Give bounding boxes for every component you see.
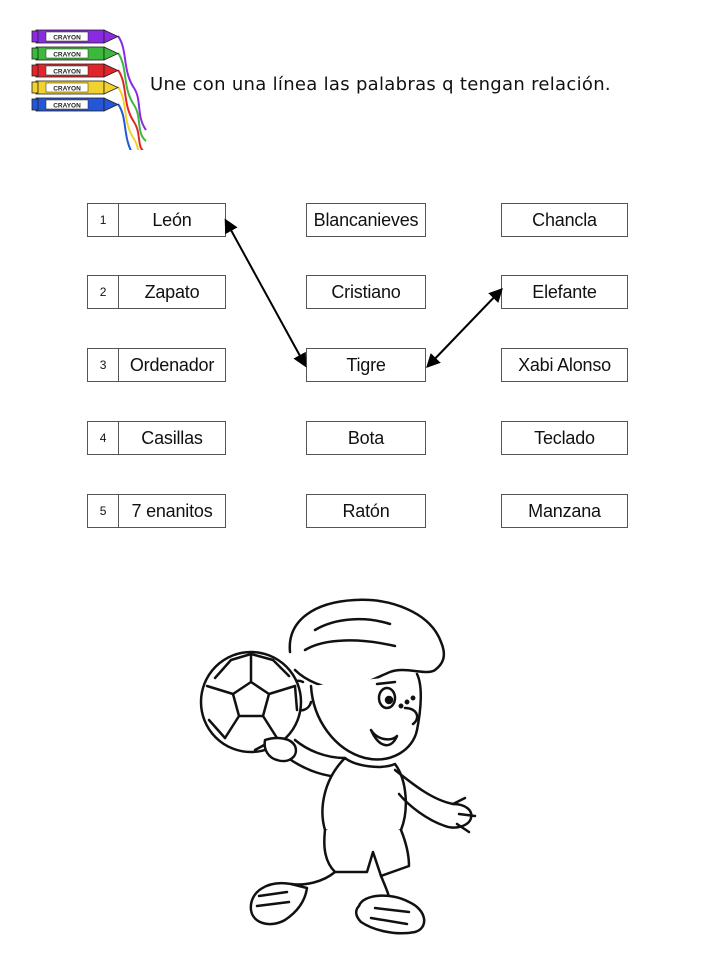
crayon	[32, 98, 146, 150]
middle-item-1: Blancanieves	[306, 203, 426, 237]
arrow-tigre-elefante	[428, 290, 501, 366]
item-word: Zapato	[144, 281, 200, 302]
crayons-illustration	[30, 26, 155, 150]
right-item-2: Elefante	[501, 275, 628, 309]
left-item-5	[87, 494, 226, 528]
crayon	[32, 30, 146, 130]
item-number: 2	[88, 276, 119, 308]
instruction-text: Une con una línea las palabras q tengan relación.	[150, 74, 611, 95]
item-word: Ordenador	[129, 354, 215, 375]
right-item-4: Teclado	[501, 421, 628, 455]
right-item-5: Manzana	[501, 494, 628, 528]
item-word: Casillas	[141, 427, 203, 448]
middle-item-4: Bota	[306, 421, 426, 455]
right-item-3: Xabi Alonso	[501, 348, 628, 382]
middle-item-2: Cristiano	[306, 275, 426, 309]
left-item-2	[87, 275, 226, 309]
svg-text:CRAYON: CRAYON	[53, 51, 81, 59]
middle-item-5: Ratón	[306, 494, 426, 528]
item-word: León	[152, 209, 192, 230]
item-number: 3	[88, 349, 119, 381]
item-number: 4	[88, 422, 119, 454]
boy-with-ball-illustration	[195, 590, 485, 940]
middle-item-3: Tigre	[306, 348, 426, 382]
item-number: 5	[88, 495, 119, 527]
svg-text:CRAYON: CRAYON	[53, 85, 81, 93]
item-word: 7 enanitos	[131, 500, 213, 521]
svg-text:CRAYON: CRAYON	[53, 102, 81, 110]
left-item-1	[87, 203, 226, 237]
item-number: 1	[88, 204, 119, 236]
arrow-leon-tigre	[226, 221, 305, 365]
left-item-4	[87, 421, 226, 455]
svg-text:CRAYON: CRAYON	[53, 34, 81, 42]
left-item-3	[87, 348, 226, 382]
right-item-1: Chancla	[501, 203, 628, 237]
svg-text:CRAYON: CRAYON	[53, 68, 81, 76]
